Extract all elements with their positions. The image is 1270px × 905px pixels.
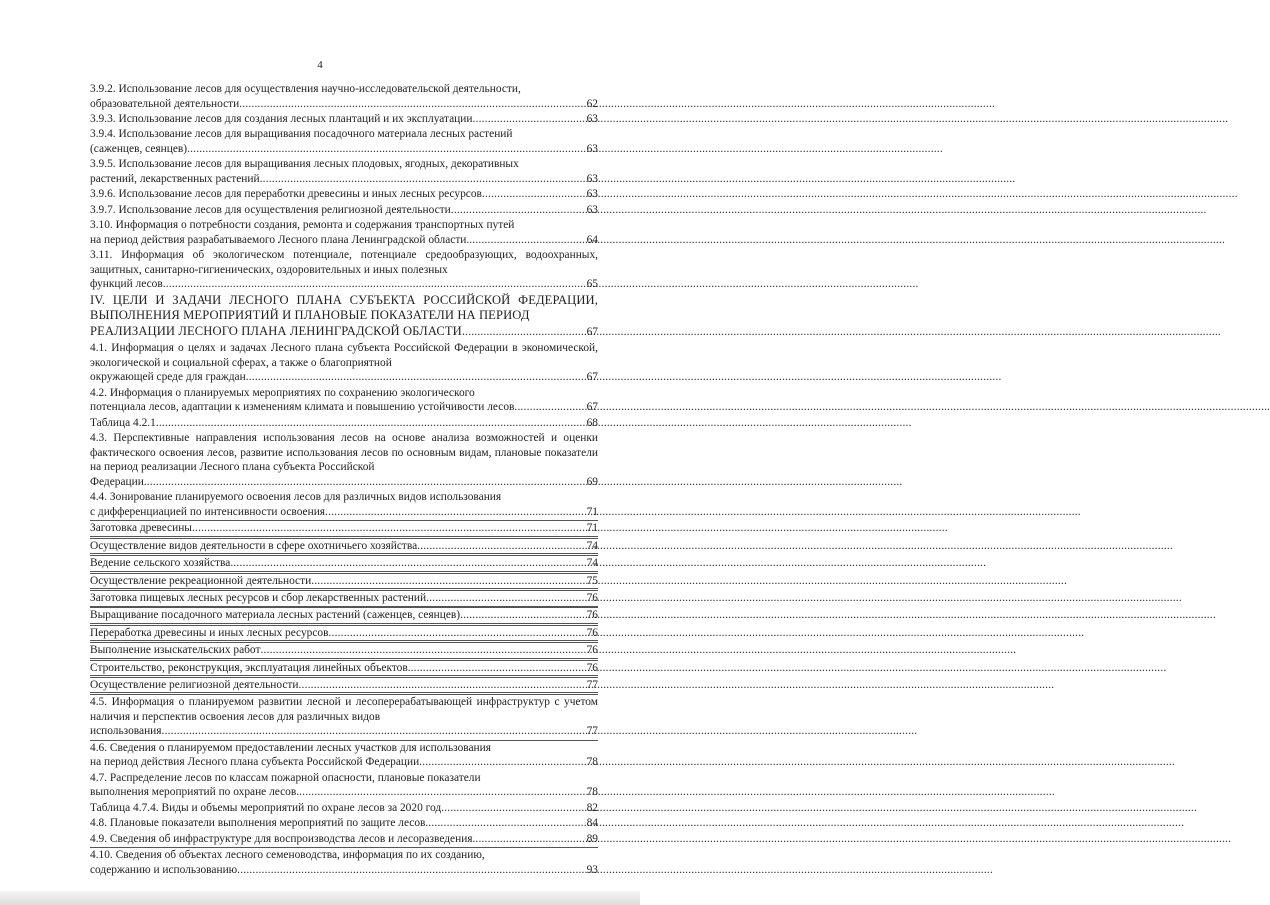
toc-entry-4-7[interactable] [90,771,598,800]
toc-entry-title: выполнения мероприятий по охране лесов. [90,786,300,799]
dot-leader [246,370,587,385]
toc-entry-title: использования [90,725,162,738]
toc-page-number: 76 [586,626,598,639]
toc-entry-title: 3.9.3. Использование лесов для создания лесных плантаций и их эксплуатации [90,112,473,125]
toc-entry-4-8[interactable] [90,816,598,831]
toc-entry-wood-processing[interactable] [90,625,598,642]
toc-entry-title: Выполнение изыскательских работ [90,644,261,657]
toc-page-number: 74 [586,557,598,570]
toc-entry-line [90,863,598,878]
toc-page-number: 78 [586,786,598,799]
toc-page-number: 77 [586,678,598,691]
toc-page-number: 76 [586,591,598,604]
toc-page-number: 82 [586,801,598,814]
toc-entry-text: 3.10. Информация о потребности создания, ремонта и содержания транспортных путей [90,219,515,232]
toc-page-number: 67 [586,371,598,384]
toc-entry-3-10[interactable] [90,218,598,247]
dot-leader [417,539,586,554]
toc-entry-line [90,574,598,589]
toc-page-number: 65 [586,278,598,291]
toc-entry-title: содержанию и использованию [90,863,238,876]
toc-page-number: 93 [586,863,598,876]
toc-entry-text: 3.9.2. Использование лесов для осуществления научно-исследовательской деятельности, [90,83,521,95]
dot-leader [187,142,587,157]
toc-entry-title: Переработка древесины и иных лесных ресурсов [90,626,329,639]
toc-entry-title: Осуществление религиозной деятельности [90,678,299,691]
toc-page-number: 78 [586,756,598,769]
toc-entry-title: Осуществление видов деятельности в сфере охотничьего хозяйства [90,539,418,552]
toc-entry-title: 3.9.6. Использование лесов для переработки древесины и иных лесных ресурсов [90,188,482,201]
toc-page-number: 69 [586,476,598,488]
toc-entry-line [90,591,598,606]
toc-entry-recreation[interactable] [90,573,598,590]
toc-entry-text: IV. ЦЕЛИ И ЗАДАЧИ ЛЕСНОГО ПЛАНА СУБЪЕКТА РОССИЙСКОЙ ФЕДЕРАЦИИ, ВЫПОЛНЕНИЯ МЕРОПРИЯТИЙ И ПЛАНОВЫЕ ПОКАЗАТЕЛИ НА ПЕРИОД [90,292,598,323]
dot-leader [472,112,586,127]
toc-entry-line [90,112,598,127]
toc-entry-line [90,203,598,218]
toc-entry-text: 3.11. Информация об экологическом потенциале, потенциале средообразующих, водоохранных, защитных, санитарно-гигиенических, оздоровительных и иных полезных [90,249,598,276]
toc-page-number: 62 [586,97,598,110]
toc-entry-line [90,97,598,112]
dot-leader [411,661,587,676]
toc-page-number: 76 [586,609,598,622]
toc-entry-line [90,678,598,693]
toc-entry-4-6[interactable] [90,740,598,770]
toc-entry-title: 3.9.7. Использование лесов для осуществления религиозной деятельности [90,203,451,216]
toc-entry-4-2[interactable] [90,386,598,415]
toc-entry-timber[interactable] [90,520,598,537]
toc-entry-line [90,233,598,248]
toc-entry-text: 4.4. Зонирование планируемого освоения лесов для различных видов использования [90,491,502,504]
toc-entry-agriculture[interactable] [90,555,598,572]
toc-entry-title: растений, лекарственных растений [90,172,260,185]
toc-entry-table-4-7-4[interactable] [90,801,598,816]
toc-entry-title: 4.8. Плановые показатели выполнения мероприятий по защите лесов. [90,817,429,830]
toc-entry-line [90,324,598,341]
dot-leader [163,277,587,292]
dot-leader [260,643,586,658]
toc-entry-line [90,608,598,623]
toc-page-number: 67 [586,401,598,414]
toc-page-number: 63 [586,112,598,125]
toc-entry-3-9-2[interactable] [90,82,598,111]
toc-entry-text: 4.6. Сведения о планируемом предоставлении лесных участков для использования [90,741,491,754]
toc-entry-title: (саженцев, сеянцев) [90,142,188,155]
toc-entry-line [90,832,598,847]
toc-entry-line [90,816,598,831]
dot-leader [419,755,586,770]
dot-leader [460,608,587,623]
toc-page-number: 74 [586,539,598,552]
toc-entry-title: Ведение сельского хозяйства [90,557,231,570]
toc-entry-line [90,416,598,431]
toc-page-number: 71 [586,505,598,518]
toc-entry-title: Таблица 4.2.1 [90,416,156,429]
toc-entry-title: функций лесов [90,278,163,291]
toc-entry-line [90,755,598,770]
toc-entry-line [90,556,598,571]
toc-entry-3-9-7[interactable] [90,203,598,218]
toc-entry-table-4-2-1[interactable] [90,416,598,431]
dot-leader [230,556,586,571]
toc-entry-text: 3.9.4. Использование лесов для выращивания посадочного материала лесных растений [90,128,513,141]
dot-leader [475,832,586,847]
dot-leader [514,400,586,415]
table-of-contents [90,82,598,877]
toc-entry-iv[interactable] [90,293,598,341]
toc-entry-line [90,277,598,292]
toc-entry-4-5[interactable] [90,694,598,739]
toc-entry-line [90,521,598,536]
toc-page-number: 89 [586,832,598,845]
toc-entry-title: Осуществление рекреационной деятельности [90,574,312,587]
dot-leader [465,325,586,341]
toc-entry-survey[interactable] [90,642,598,659]
toc-entry-food-resources[interactable] [90,590,598,607]
toc-entry-line [90,643,598,658]
page-number: 4 [317,59,323,71]
toc-entry-title: Таблица 4.7.4. Виды и объемы мероприятий по охране лесов за 2020 год [90,801,442,814]
toc-entry-title: с дифференциацией по интенсивности освоения [90,505,326,518]
toc-entry-4-1[interactable] [90,341,598,385]
toc-entry-line [90,400,598,415]
dot-leader [482,187,587,202]
dot-leader [156,416,587,431]
toc-entry-hunting[interactable] [90,538,598,555]
toc-page-number: 63 [586,203,598,216]
toc-entry-title: 4.9. Сведения об инфраструктуре для воспроизводства лесов и лесоразведения. [90,832,476,845]
toc-entry-line [90,370,598,385]
toc-entry-text: 4.5. Информация о планируемом развитии лесной и лесоперерабатывающей инфраструктур с учетом наличия и перспектив освоения лесов для различных видов [90,696,598,723]
toc-entry-line [90,539,598,554]
toc-entry-3-9-3[interactable] [90,112,598,127]
toc-entry-title: Заготовка пищевых лесных ресурсов и сбор лекарственных растений [90,591,427,604]
toc-entry-title: Выращивание посадочного материала лесных растений (саженцев, сеянцев) [90,609,461,622]
toc-entry-line [90,142,598,157]
dot-leader [192,521,587,536]
toc-entry-line [90,172,598,187]
toc-entry-title: Федерации. [90,476,147,488]
toc-page-number: 64 [586,233,598,246]
dot-leader [325,505,587,520]
toc-entry-line [90,724,598,739]
dot-leader [469,233,586,248]
dot-leader [428,816,586,831]
toc-entry-title: образовательной деятельности [90,97,240,110]
dot-leader [162,724,587,739]
dot-leader [451,203,587,218]
dot-leader [426,591,587,606]
toc-entry-line [90,505,598,520]
toc-entry-line [90,801,598,816]
toc-entry-line [90,661,598,676]
toc-entry-title: Строительство, реконструкция, эксплуатация линейных объектов. [90,661,411,674]
toc-entry-text: 4.10. Сведения об объектах лесного семеноводства, информация по их созданию, [90,849,485,861]
toc-page-number: 68 [586,416,598,429]
toc-entry-3-9-6[interactable] [90,187,598,202]
toc-entry-4-4[interactable] [90,490,598,519]
dot-leader [441,801,586,816]
toc-page-number: 63 [586,172,598,185]
toc-entry-4-9[interactable] [90,832,598,847]
toc-page-number: 67 [586,325,598,338]
toc-entry-3-9-5[interactable] [90,157,598,186]
toc-page-number: 76 [586,644,598,657]
toc-entry-line [90,626,598,641]
toc-entry-text: 3.9.5. Использование лесов для выращивания лесных плодовых, ягодных, декоративных [90,158,519,171]
toc-page-number: 84 [586,817,598,830]
dot-leader [299,785,587,800]
dot-leader [311,574,586,589]
toc-entry-3-11[interactable] [90,248,598,292]
dot-leader [237,863,586,878]
toc-entry-text: 4.2. Информация о планируемых мероприятиях по сохранению экологического [90,386,475,399]
toc-page-number: 63 [586,188,598,201]
toc-entry-4-3[interactable] [90,431,598,489]
dot-leader [298,678,586,693]
toc-entry-linear-objects[interactable] [90,660,598,677]
toc-page-number: 63 [586,142,598,155]
toc-entry-seedlings[interactable] [90,607,598,624]
toc-entry-text: 4.3. Перспективные направления использования лесов на основе анализа возможностей и оценки фактического освоения лесов, развитие использования лесов по основным видам, плановые показатели на период реализации Лесного плана субъекта Российской [90,432,598,474]
toc-page-number: 75 [586,574,598,587]
toc-entry-religious[interactable] [90,677,598,694]
toc-entry-title: на период действия Лесного плана субъекта Российской Федерации [90,756,420,769]
dot-leader [147,475,587,490]
toc-entry-text: 4.1. Информация о целях и задачах Лесного плана субъекта Российской Федерации в экономической, экологической и социальной сферах, а также о благоприятной [90,342,598,369]
toc-entry-title: окружающей среде для граждан [90,371,246,384]
toc-entry-line [90,785,598,800]
toc-entry-4-10[interactable] [90,847,598,877]
scan-edge [0,891,640,905]
toc-entry-line [90,187,598,202]
toc-page-number: 76 [586,661,598,674]
toc-page-number: 71 [586,522,598,535]
toc-entry-line [90,475,598,490]
toc-page-number: 77 [586,725,598,738]
dot-leader [260,172,587,187]
toc-entry-title: на период действия разрабатываемого Лесного плана Ленинградской области. [90,233,470,246]
dot-leader [328,626,586,641]
toc-entry-3-9-4[interactable] [90,127,598,156]
toc-entry-title: РЕАЛИЗАЦИИ ЛЕСНОГО ПЛАНА ЛЕНИНГРАДСКОЙ ОБЛАСТИ. [90,323,466,338]
toc-entry-title: Заготовка древесины [90,522,192,535]
toc-entry-text: 4.7. Распределение лесов по классам пожарной опасности, плановые показатели [90,771,481,784]
dot-leader [239,97,586,112]
toc-entry-title: потенциала лесов, адаптации к изменениям климата и повышению устойчивости лесов [90,401,515,414]
